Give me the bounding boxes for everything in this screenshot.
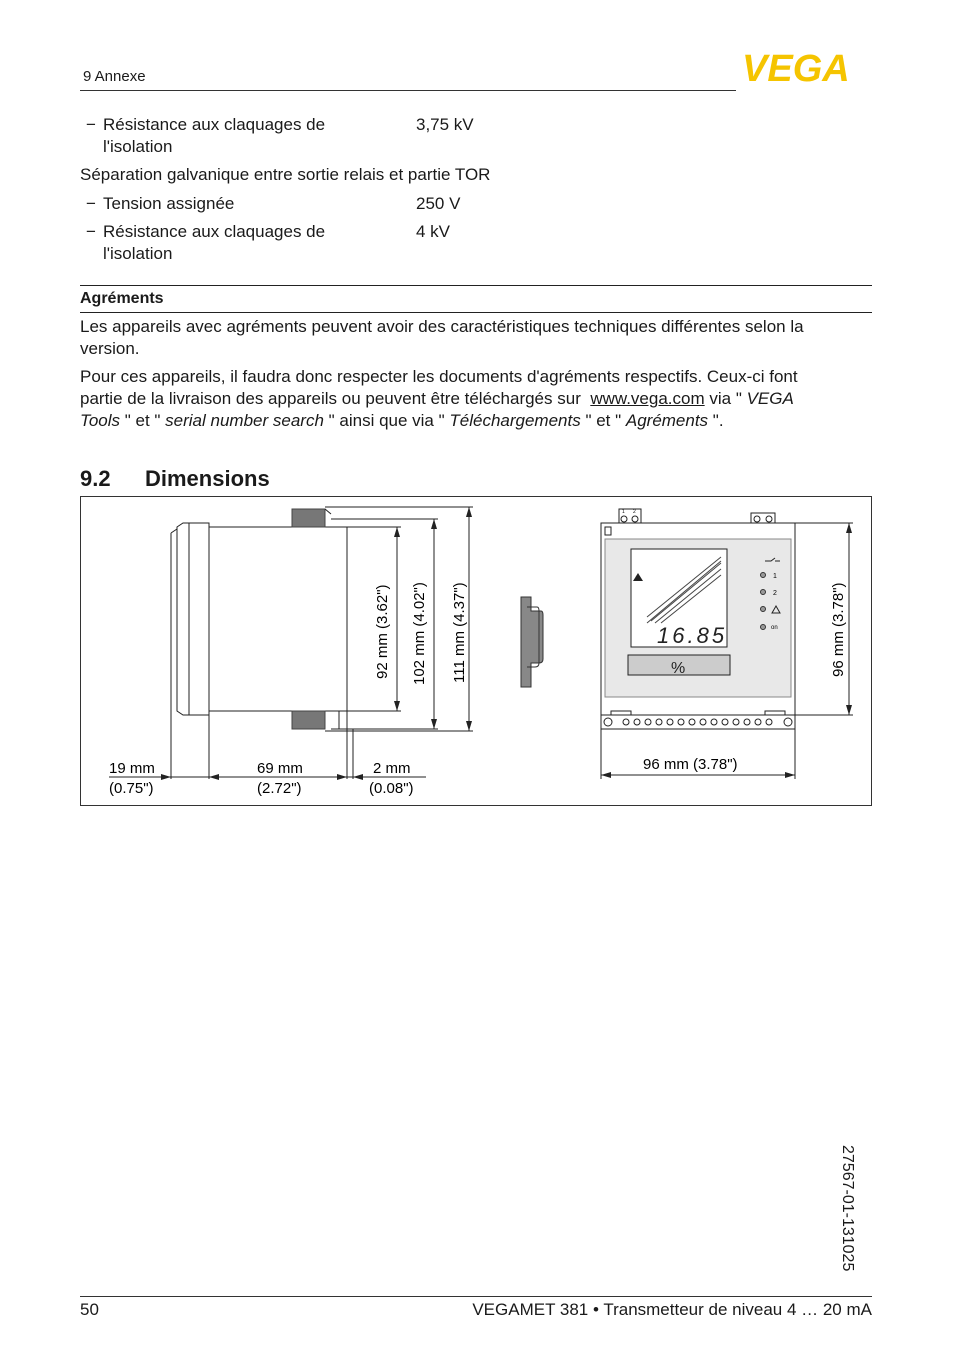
terminal-label-2: 2 [633,509,636,515]
clip-bottom [292,711,325,729]
bezel-lip [171,529,177,533]
text-span: ". [708,411,724,430]
text-span: VEGA [746,389,794,408]
dash: − [86,194,96,213]
label-111mm: 111 mm (4.37") [451,582,468,683]
label-19mm-in: (0.75") [109,780,154,797]
label-19mm: 19 mm [109,760,155,777]
page-number: 50 [80,1300,99,1319]
footer-title: VEGAMET 381 • Transmetteur de niveau 4 … 20 mA [472,1300,872,1319]
clip-tab [765,711,785,715]
spec-label: l'isolation [103,137,173,156]
led-label-1: 1 [773,573,777,580]
spec-label: Résistance aux claquages de [103,115,326,134]
section-rule-bottom [80,312,872,313]
approvals-paragraph: version. [80,339,140,358]
unit-label: % [671,660,686,677]
led-label-on: on [771,625,778,631]
spec-label: Tension assignée [103,194,235,213]
bezel-front-outline [177,523,189,715]
label-2mm-in: (0.08") [369,780,414,797]
corner-mark [605,527,611,535]
text-span: Téléchargements [449,411,581,430]
label-2mm: 2 mm [373,760,411,777]
spec-subheading: Séparation galvanique entre sortie relais et partie TOR [80,165,491,184]
section-title: Dimensions [145,466,270,491]
spec-value: 4 kV [416,222,451,241]
header-section: 9 Annexe [83,68,146,85]
dimensions-diagram [80,496,872,806]
terminal-label-1: 1 [622,509,625,515]
label-height-96: 96 mm (3.78") [830,582,847,677]
label-width-96: 96 mm (3.78") [643,756,738,773]
text-span: " ainsi que via " [323,411,450,430]
spec-value: 3,75 kV [416,115,474,134]
dash: − [86,115,96,134]
header-rule [80,90,736,91]
approvals-paragraph-line [80,410,724,432]
section-number: 9.2 [80,466,111,491]
text-span: serial number search [165,411,324,430]
dimension-drawing [81,497,871,805]
text-span: partie de la livraison des appareils ou peuvent être téléchargés sur [80,389,581,408]
text-span: " et " [580,411,626,430]
label-102mm: 102 mm (4.02") [411,582,428,685]
housing-body [209,527,347,711]
spec-label: Résistance aux claquages de [103,222,326,241]
spec-label: l'isolation [103,244,173,263]
dash: − [86,222,96,241]
document-id: 27567-01-131025 [839,1145,856,1272]
label-69mm-in: (2.72") [257,780,302,797]
text-span: via " [704,389,742,408]
panel-stub [339,711,347,729]
text-span: " et " [120,411,166,430]
footer-rule [80,1296,872,1297]
clip-top [292,509,325,527]
text-span: Tools [80,411,121,430]
section-rule-top [80,285,872,286]
spec-value: 250 V [416,194,461,213]
approvals-title: Agréments [80,290,164,307]
lcd-value: 16.85 [657,623,728,648]
text-span: Agréments [625,411,709,430]
led-label-2: 2 [773,590,777,597]
clip-tab [611,711,631,715]
label-92mm: 92 mm (3.62") [374,584,391,679]
clip-edge [325,509,331,514]
approvals-paragraph: Les appareils avec agréments peuvent avoir des caractéristiques techniques différentes selon la [80,317,804,336]
approvals-paragraph-line [80,388,794,410]
mounting-clip [521,597,543,687]
logo-text: VEGA [742,50,850,84]
approvals-paragraph: Pour ces appareils, il faudra donc respecter les documents d'agréments respectifs. Ceux-ci font [80,367,798,386]
vega-link[interactable]: www.vega.com [590,389,705,408]
label-69mm: 69 mm [257,760,303,777]
bezel [189,523,209,715]
vega-logo [742,50,874,84]
